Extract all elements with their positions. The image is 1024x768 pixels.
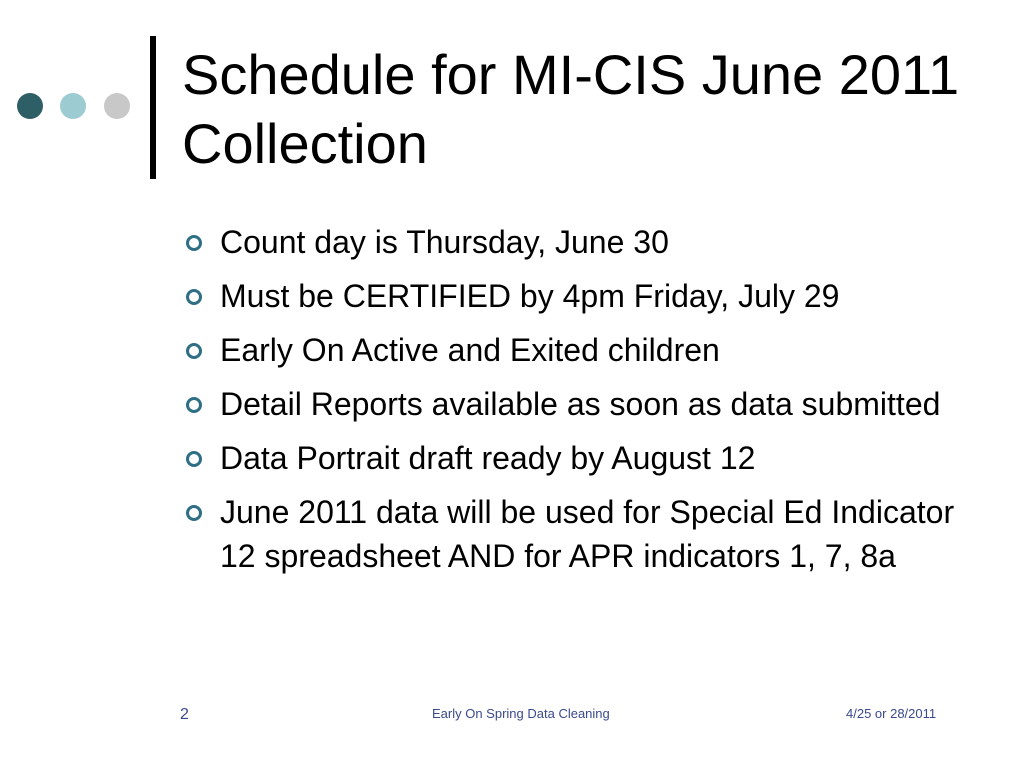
bullet-item — [182, 436, 962, 480]
bullet-circle-icon — [186, 505, 202, 521]
bullet-item — [182, 382, 962, 426]
slide-number: 2 — [180, 706, 189, 723]
bullet-item — [182, 328, 962, 372]
slide-title: Schedule for MI-CIS June 2011 Collection — [182, 43, 960, 175]
bullet-text: Data Portrait draft ready by August 12 — [220, 440, 756, 476]
bullet-circle-icon — [186, 451, 202, 467]
bullet-item — [182, 220, 962, 264]
bullet-item — [182, 490, 962, 578]
decorative-dot-dark — [17, 93, 43, 119]
bullet-item — [182, 274, 962, 318]
decorative-dot-light — [60, 93, 86, 119]
footer-date: 4/25 or 28/2011 — [846, 706, 937, 721]
bullet-circle-icon — [186, 397, 202, 413]
bullet-list — [182, 220, 962, 588]
bullet-text: Must be CERTIFIED by 4pm Friday, July 29 — [220, 278, 840, 314]
bullet-text: Count day is Thursday, June 30 — [220, 224, 669, 260]
bullet-circle-icon — [186, 343, 202, 359]
decorative-dot-gray — [104, 93, 130, 119]
footer-title: Early On Spring Data Cleaning — [432, 706, 610, 721]
title-accent-bar — [150, 36, 156, 179]
bullet-text: Detail Reports available as soon as data submitted — [220, 386, 941, 422]
bullet-text: June 2011 data will be used for Special Ed Indicator 12 spreadsheet AND for APR indicators 1, 7, 8a — [220, 494, 955, 574]
bullet-circle-icon — [186, 289, 202, 305]
bullet-text: Early On Active and Exited children — [220, 332, 720, 368]
bullet-circle-icon — [186, 235, 202, 251]
